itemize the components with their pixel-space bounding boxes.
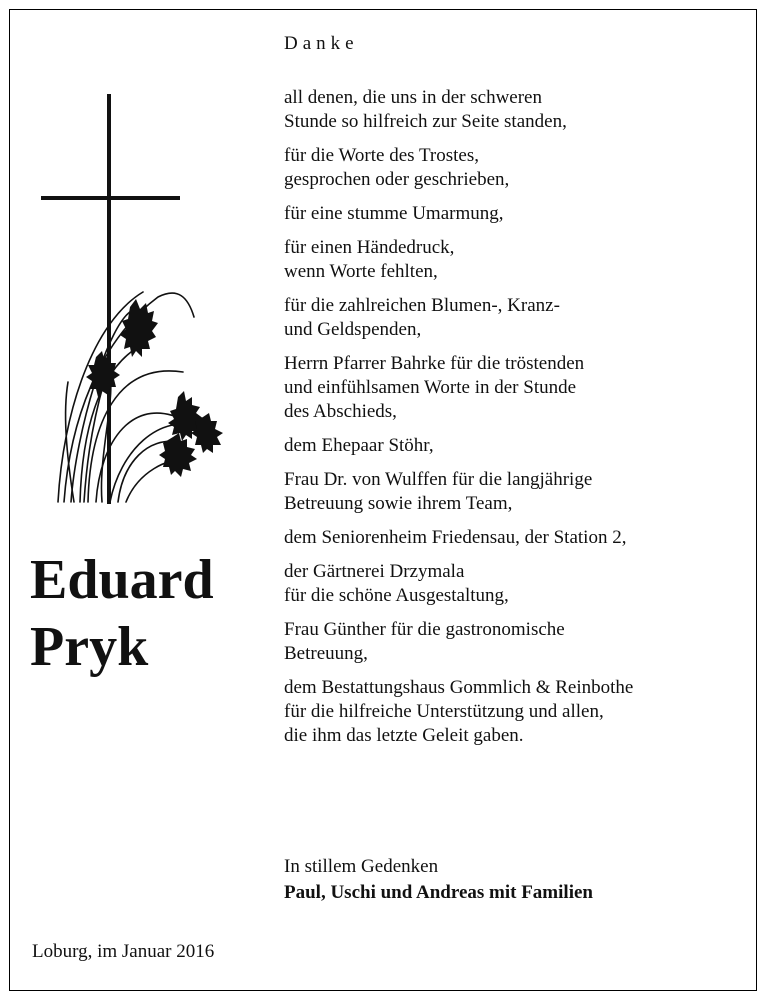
text-line: Frau Dr. von Wulffen für die langjährige [284,469,593,490]
text-line: Stunde so hilfreich zur Seite standen, [284,111,567,132]
deceased-last-name: Pryk [30,616,149,678]
list-item [284,434,724,458]
thanks-list [284,86,724,758]
list-item [284,294,724,342]
list-item [284,236,724,284]
text-line: gesprochen oder geschrieben, [284,169,510,190]
text-line: wenn Worte fehlten, [284,261,438,282]
deceased-first-name: Eduard [30,549,214,611]
list-item [284,468,724,516]
text-line: Frau Günther für die gastronomische [284,619,565,640]
list-item [284,144,724,192]
text-line: für die hilfreiche Unterstützung und allen, [284,701,604,722]
place-date: Loburg, im Januar 2016 [32,941,215,962]
text-line: Betreuung sowie ihrem Team, [284,493,513,514]
list-item [284,618,724,666]
closing-line: In stillem Gedenken [284,856,439,877]
closing-block [284,854,593,906]
text-line: Betreuung, [284,643,368,664]
list-item [284,526,724,550]
text-line: Herrn Pfarrer Bahrke für die tröstenden [284,353,585,374]
text-line: und Geldspenden, [284,319,422,340]
text-line: der Gärtnerei Drzymala [284,561,465,582]
list-item [284,560,724,608]
text-line: und einfühlsamen Worte in der Stunde [284,377,577,398]
heading: Danke [284,33,359,54]
text-line: des Abschieds, [284,401,397,422]
text-line: dem Ehepaar Stöhr, [284,435,434,456]
closing-names: Paul, Uschi und Andreas mit Familien [284,882,593,903]
text-line: all denen, die uns in der schweren [284,87,542,108]
list-item [284,676,724,748]
text-line: für eine stumme Umarmung, [284,203,504,224]
text-line: die ihm das letzte Geleit gaben. [284,725,524,746]
cross-with-grain-icon [38,92,238,512]
text-line: für die schöne Ausgestaltung, [284,585,509,606]
list-item [284,202,724,226]
text-line: dem Bestattungshaus Gommlich & Reinbothe [284,677,634,698]
text-line: für die Worte des Trostes, [284,145,479,166]
text-line: für einen Händedruck, [284,237,455,258]
text-line: dem Seniorenheim Friedensau, der Station 2, [284,527,627,548]
text-line: für die zahlreichen Blumen-, Kranz- [284,295,560,316]
list-item [284,86,724,134]
list-item [284,352,724,424]
